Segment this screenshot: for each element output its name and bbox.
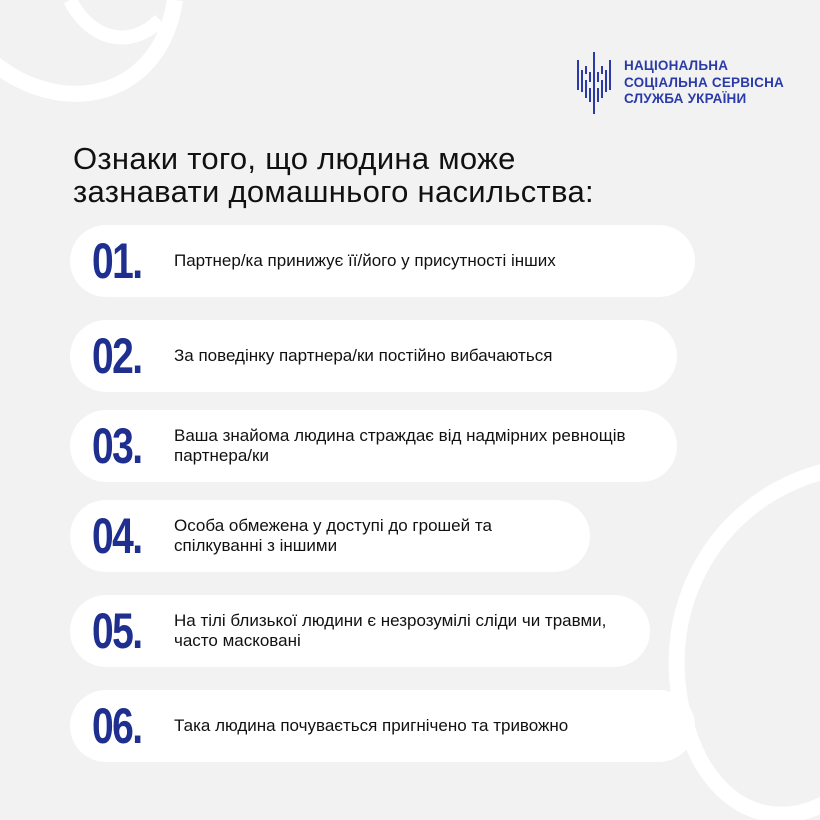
item-text: На тілі близької людини є незрозумілі сліди чи травми, часто масковані (174, 611, 607, 650)
brand-logo (575, 52, 784, 114)
item-text: За поведінку партнера/ки постійно вибачаються (174, 346, 553, 365)
item-number: 02. (92, 328, 142, 384)
item-text: Така людина почувається пригнічено та тривожно (174, 716, 569, 735)
brand-line-1: НАЦІОНАЛЬНА (624, 58, 729, 74)
list-item (70, 500, 590, 572)
item-number: 04. (92, 508, 142, 564)
brand-name (624, 58, 784, 108)
list-item (70, 690, 695, 762)
item-number: 06. (92, 698, 142, 754)
page-title (73, 142, 594, 208)
item-text: Ваша знайома людина страждає від надмірних ревнощів партнера/ки (174, 426, 626, 465)
list-item (70, 410, 677, 482)
list-item (70, 320, 677, 392)
item-number: 05. (92, 603, 142, 659)
brand-line-3: СЛУЖБА УКРАЇНИ (624, 91, 747, 107)
item-text: Партнер/ка принижує її/його у присутності інших (174, 251, 556, 270)
list-item (70, 225, 695, 297)
item-number: 03. (92, 418, 142, 474)
item-number: 01. (92, 233, 142, 289)
title-line-1: Ознаки того, що людина може (73, 141, 516, 176)
title-line-2: зазнавати домашнього насильства: (73, 174, 594, 209)
list-item (70, 595, 650, 667)
trident-barcode-icon (575, 52, 615, 114)
item-text: Особа обмежена у доступі до грошей та спілкуванні з іншими (174, 516, 492, 555)
brand-line-2: СОЦІАЛЬНА СЕРВІСНА (624, 74, 784, 90)
